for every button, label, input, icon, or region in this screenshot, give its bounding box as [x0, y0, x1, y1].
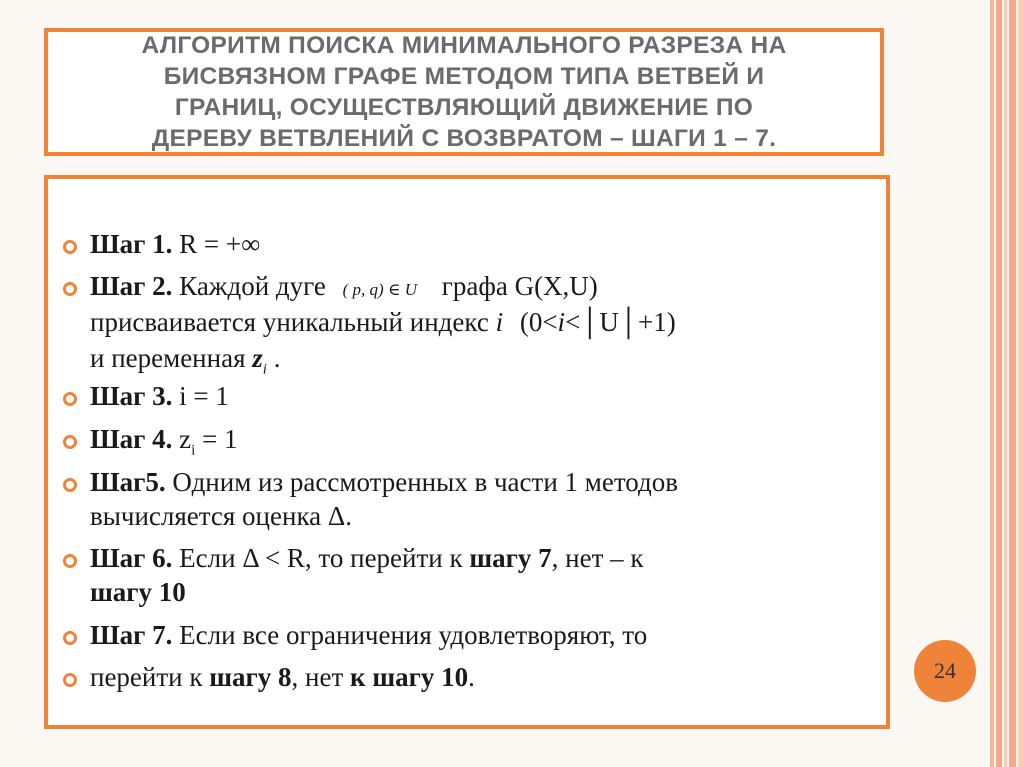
step-text: Если Δ < R, то перейти к: [179, 543, 463, 573]
arc-formula: ( p, q) ∈ U: [342, 280, 418, 299]
step-label: Шаг5.: [90, 467, 166, 497]
slide-title: [142, 30, 787, 154]
step-reference: шагу 10: [90, 577, 186, 607]
page-number-badge: [914, 640, 976, 702]
step-label: Шаг 1.: [90, 229, 173, 259]
index-var: i: [495, 307, 504, 337]
bullet-icon: [63, 282, 77, 296]
title-line: ГРАНИЦ, ОСУЩЕСТВЛЯЮЩИЙ ДВИЖЕНИЕ ПО: [174, 94, 754, 121]
title-line: АЛГОРИТМ ПОИСКА МИНИМАЛЬНОГО РАЗРЕЗА НА: [141, 32, 787, 59]
bullet-icon: [63, 392, 77, 406]
var-subscript: i: [262, 361, 267, 378]
step-text: R = +∞: [179, 229, 261, 259]
step-3: [90, 380, 229, 412]
step-text: вычисляется оценка Δ.: [90, 501, 352, 531]
index-var: i: [557, 307, 566, 337]
step-reference: шагу 8: [209, 662, 292, 692]
step-text: .: [273, 343, 281, 373]
bullet-icon: [63, 478, 77, 492]
step-text: i = 1: [179, 381, 229, 411]
step-text: Одним из рассмотренных в части 1 методов: [172, 467, 678, 497]
step-6: [90, 542, 644, 574]
step-7-line-2: [90, 661, 475, 693]
step-label: Шаг 4.: [90, 424, 173, 454]
step-4: [90, 423, 238, 466]
step-1: [90, 228, 260, 260]
step-text: и переменная: [90, 343, 246, 373]
step-reference: шагу 7: [469, 543, 552, 573]
step-reference: к шагу 10: [350, 662, 469, 692]
bullet-icon: [63, 631, 77, 645]
bullet-icon: [63, 673, 77, 687]
var-z: z: [252, 343, 263, 373]
step-5-line-2: [90, 500, 352, 532]
step-2: [90, 270, 598, 306]
title-line: ДЕРЕВУ ВЕТВЛЕНИЙ С ВОЗВРАТОМ – ШАГИ 1 – 7.: [151, 125, 777, 152]
step-text: Каждой дуге: [179, 271, 326, 301]
step-text: z: [179, 424, 192, 454]
decorative-stripes: [990, 0, 1024, 767]
step-5: [90, 466, 678, 498]
step-2-line-2: [90, 306, 676, 338]
step-7: [90, 619, 647, 651]
bullet-icon: [63, 435, 77, 449]
step-text: присваивается уникальный индекс: [90, 307, 489, 337]
step-text: (0<: [519, 307, 558, 337]
step-text: , нет – к: [551, 543, 644, 573]
step-text: Если все ограничения удовлетворяют, то: [179, 620, 648, 650]
step-text: графа G(X,U): [441, 271, 598, 301]
title-box: [44, 28, 884, 156]
step-label: Шаг 3.: [90, 381, 173, 411]
step-text: = 1: [195, 424, 238, 454]
step-label: Шаг 2.: [90, 271, 173, 301]
var-subscript: i: [191, 442, 196, 459]
step-text: .: [468, 662, 475, 692]
step-2-line-3: [90, 342, 280, 385]
step-label: Шаг 7.: [90, 620, 173, 650]
page-number: 24: [934, 658, 956, 683]
title-line: БИСВЯЗНОМ ГРАФЕ МЕТОДОМ ТИПА ВЕТВЕЙ И: [163, 63, 765, 90]
step-text: перейти к: [90, 662, 203, 692]
bullet-icon: [63, 240, 77, 254]
step-text: <│U│+1): [565, 307, 676, 337]
step-6-line-2: [90, 576, 186, 608]
step-text: , нет: [291, 662, 344, 692]
bullet-icon: [63, 554, 77, 568]
step-label: Шаг 6.: [90, 543, 173, 573]
